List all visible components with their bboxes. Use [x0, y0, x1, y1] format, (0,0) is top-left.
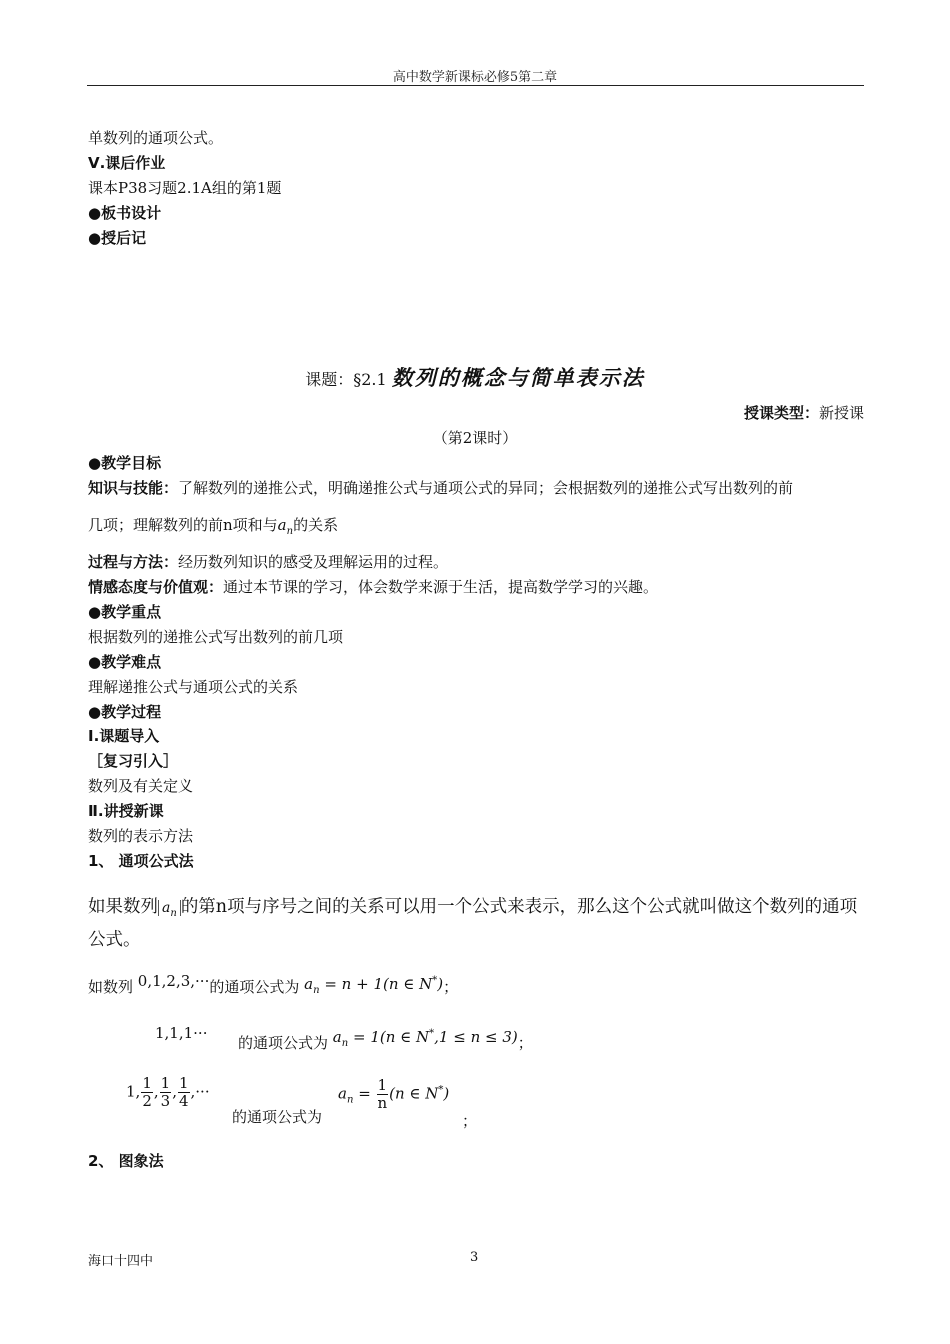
methods-text: 数列的表示方法 — [88, 827, 194, 845]
post-notes-heading: ●授后记 — [88, 229, 147, 247]
knowledge-label: 知识与技能： — [88, 479, 179, 497]
ex3-an-var: a — [338, 1084, 347, 1103]
procedure-heading: ●教学过程 — [88, 703, 162, 721]
ex3-eq: = — [358, 1084, 371, 1103]
sequence-an-symbol — [158, 900, 181, 919]
knowledge-line2 — [88, 514, 338, 537]
ex1-semicolon: ； — [443, 978, 459, 996]
lesson-title-prefix: 课题：§2.1 — [305, 370, 387, 389]
fraction-one-over-n — [377, 1077, 389, 1112]
knowledge-text2-b: 的关系 — [293, 516, 339, 534]
key-point-text: 根据数列的递推公式写出数列的前几项 — [88, 628, 344, 646]
ex1-formula — [304, 975, 444, 996]
homework-heading: Ⅴ.课后作业 — [88, 154, 166, 172]
fraction-one-third — [160, 1075, 172, 1110]
ex1-sequence: 0,1,2,3,··· — [137, 972, 210, 990]
def-sub: n — [170, 907, 177, 919]
lesson-type-value: 新授课 — [818, 404, 864, 422]
attitude-line — [88, 576, 658, 597]
frac-den: 3 — [160, 1092, 171, 1110]
attitude-label: 情感态度与价值观： — [88, 578, 224, 596]
footer-school: 海口十四中 — [88, 1254, 154, 1269]
ex1-an-sub: n — [313, 985, 320, 996]
page-header: 高中数学新课标必修5第二章 — [392, 70, 558, 85]
example-1 — [88, 972, 459, 999]
intro-heading: Ⅰ.课题导入 — [88, 727, 160, 745]
lesson-title — [0, 362, 950, 392]
ex3-star: * — [438, 1084, 444, 1096]
difficulty-text: 理解递推公式与通项公式的关系 — [88, 678, 299, 696]
board-design-heading: ●板书设计 — [88, 204, 162, 222]
fraction-one-quarter — [178, 1075, 190, 1110]
ex3-dots: ,··· — [190, 1082, 210, 1101]
frac-den: n — [377, 1094, 388, 1112]
an-symbol — [277, 516, 294, 537]
ex2-mid: 的通项公式为 — [238, 1034, 329, 1052]
ex1-mid: 的通项公式为 — [209, 978, 300, 996]
ex3-mid: 的通项公式为 — [232, 1108, 323, 1126]
ex1-formula-body: = n + 1(n ∈ N — [324, 975, 433, 993]
knowledge-text: 了解数列的递推公式，明确递推公式与通项公式的异同；会根据数列的递推公式写出数列的前 — [178, 479, 794, 497]
frac-den: 4 — [178, 1092, 189, 1110]
ex1-close: ) — [437, 975, 444, 993]
ex3-an-sub: n — [346, 1094, 354, 1106]
frac-den: 2 — [142, 1092, 152, 1110]
ex2-formula — [332, 1028, 518, 1049]
process-line — [88, 551, 448, 572]
ex2-tail: ,1 ≤ n ≤ 3) — [434, 1028, 518, 1046]
definition-paragraph — [88, 894, 866, 954]
ex3-tail: (n ∈ N — [389, 1084, 439, 1103]
ex2-sequence — [155, 1024, 207, 1042]
lesson-period: （第2课时） — [432, 429, 518, 447]
fraction-one-half — [141, 1075, 153, 1110]
an-var: a — [277, 516, 287, 534]
ex1-prefix: 如数列 — [88, 978, 134, 996]
ex1-star: * — [432, 975, 438, 986]
knowledge-text2-a: 几项；理解数列的前n项和与 — [88, 516, 278, 534]
def-b: 的第n项与序号之间的关系可以用一个公式来表示，那么这个公式就叫做这个数列的通项公式。 — [88, 897, 858, 950]
paragraph: 单数列的通项公式。 — [88, 129, 224, 147]
ex2-semicolon: ； — [517, 1034, 533, 1052]
lesson-type — [744, 402, 864, 423]
an-sub: n — [286, 526, 294, 537]
objectives-heading: ●教学目标 — [88, 454, 162, 472]
knowledge-line1 — [88, 477, 793, 498]
ex3-seq-start: 1, — [126, 1082, 141, 1101]
lesson-title-main: 数列的概念与简单表示法 — [391, 365, 645, 390]
ex3-semicolon: ； — [462, 1112, 478, 1130]
review-text: 数列及有关定义 — [88, 777, 194, 795]
header-rule — [87, 85, 864, 86]
ex2-star: * — [429, 1028, 435, 1039]
ex1-an-var: a — [304, 975, 314, 993]
page-number: 3 — [470, 1250, 479, 1265]
ex3-formula — [338, 1077, 449, 1112]
example-2 — [238, 1028, 533, 1055]
key-point-heading: ●教学重点 — [88, 603, 162, 621]
frac-num: 1 — [377, 1076, 388, 1094]
frac-num: 1 — [160, 1074, 171, 1092]
ex3-sequence: 1, $\frac{1}{2}$ , $\frac{1}{3}$ , $\frac{1}{4}$ ,··· — [126, 1074, 210, 1110]
homework-text: 课本P38习题2.1A组的第1题 — [88, 179, 282, 197]
ex2-an-var: a — [332, 1028, 342, 1046]
frac-num: 1 — [178, 1074, 189, 1092]
process-label: 过程与方法： — [88, 553, 179, 571]
ex2-seq-text: 1,1,1··· — [155, 1024, 208, 1042]
def-var: a — [162, 900, 171, 916]
process-text: 经历数列知识的感受及理解运用的过程。 — [178, 553, 449, 571]
method1-heading: 1、 通项公式法 — [88, 852, 194, 870]
ex3-close: ) — [443, 1084, 450, 1103]
lesson-type-label: 授课类型： — [743, 404, 819, 422]
method2-heading: 2、 图象法 — [88, 1152, 164, 1170]
frac-num: 1 — [142, 1074, 152, 1092]
review-heading: ［复习引入］ — [88, 752, 179, 770]
def-a: 如果数列 — [88, 897, 158, 917]
ex2-formula-body: = 1(n ∈ N — [352, 1028, 430, 1046]
new-lesson-heading: Ⅱ.讲授新课 — [88, 802, 164, 820]
attitude-text: 通过本节课的学习，体会数学来源于生活，提高数学学习的兴趣。 — [223, 578, 659, 596]
difficulty-heading: ●教学难点 — [88, 653, 162, 671]
ex2-an-sub: n — [341, 1038, 349, 1049]
